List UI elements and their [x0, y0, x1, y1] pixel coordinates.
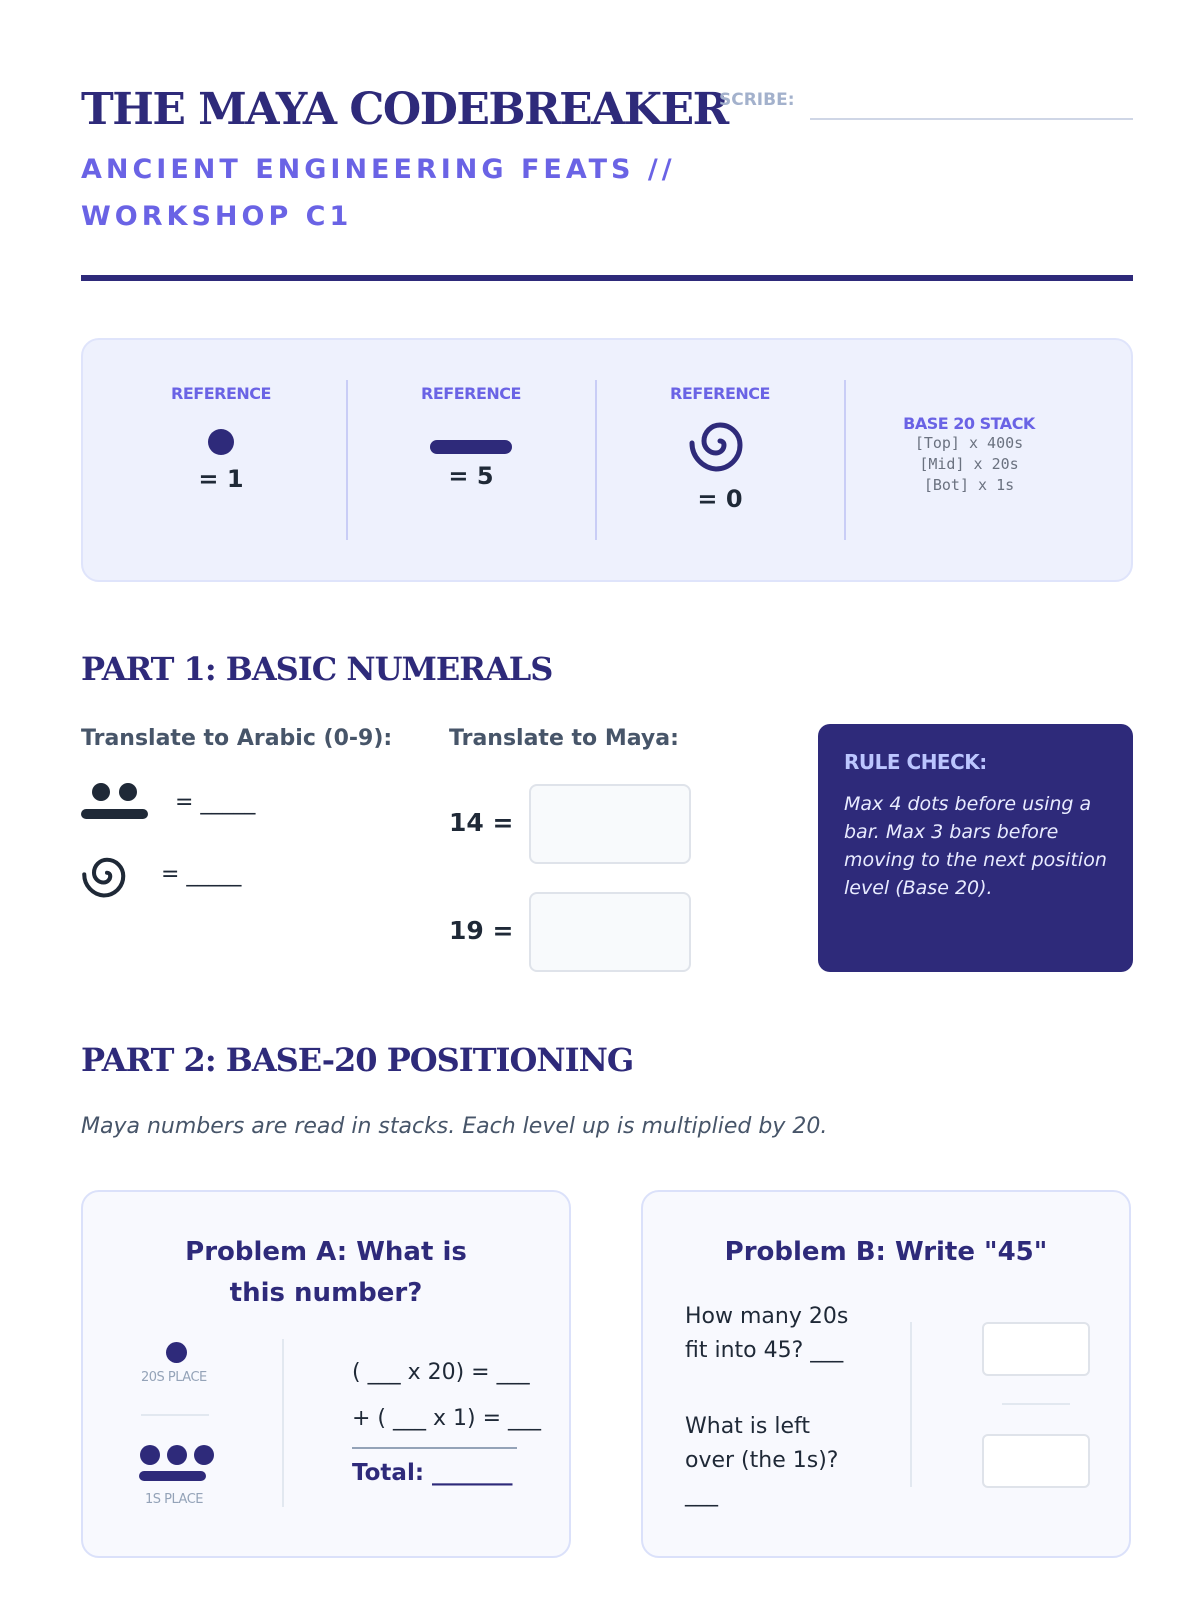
question-20s: How many 20s fit into 45? ___ — [685, 1304, 849, 1363]
arabic-label: Translate to Arabic (0-9): — [81, 726, 393, 751]
arabic-answer-blank[interactable]: = _____ — [175, 790, 256, 815]
part2-intro: Maya numbers are read in stacks. Each level up is multiplied by 20. — [81, 1114, 828, 1139]
three-dots-one-bar-glyph — [139, 1445, 215, 1485]
place-label: 1S PLACE — [145, 1492, 203, 1507]
page-subtitle: ANCIENT ENGINEERING FEATS // WORKSHOP C1 — [81, 154, 676, 232]
reference-value: = 0 — [697, 485, 743, 513]
stack-line: [Bot] x 1s — [923, 476, 1015, 494]
problem-a-divider — [282, 1339, 284, 1507]
maya-question: 19 = — [449, 916, 514, 945]
reference-one — [97, 380, 345, 540]
shell-icon — [81, 850, 133, 902]
arabic-answer-blank[interactable]: = _____ — [161, 862, 242, 887]
maya-question: 14 = — [449, 808, 514, 837]
rule-check-card — [818, 724, 1133, 972]
problem-b-divider — [910, 1322, 912, 1487]
problem-a-card — [81, 1190, 571, 1558]
rule-text: Max 4 dots before using a bar. Max 3 bars before moving to the next position level (Base 20). — [844, 793, 1107, 899]
question-1s: What is left over (the 1s)? ___ — [685, 1414, 839, 1507]
rule-title: RULE CHECK: — [844, 750, 987, 774]
reference-five — [347, 380, 595, 540]
20s-place-box[interactable] — [982, 1322, 1090, 1376]
maya-label: Translate to Maya: — [449, 726, 679, 751]
scribe-name-line[interactable] — [810, 118, 1133, 120]
stack-title: BASE 20 STACK — [903, 414, 1035, 433]
1s-place-box[interactable] — [982, 1434, 1090, 1488]
reference-value: = 5 — [448, 462, 494, 490]
work-line[interactable]: + ( ___ x 1) = ___ — [352, 1406, 542, 1431]
two-dots-one-bar-glyph — [81, 782, 149, 822]
place-divider — [1002, 1403, 1070, 1405]
reference-zero — [596, 380, 844, 540]
reference-label: REFERENCE — [421, 384, 521, 403]
scribe-label: SCRIBE: — [719, 90, 795, 110]
part2-title: PART 2: BASE-20 POSITIONING — [81, 1041, 634, 1079]
place-divider — [141, 1414, 209, 1416]
maya-answer-box[interactable] — [529, 784, 691, 864]
shell-icon — [688, 413, 752, 477]
base20-stack — [845, 414, 1093, 496]
maya-answer-box[interactable] — [529, 892, 691, 972]
problem-a-title: Problem A: What is this number? — [185, 1237, 467, 1308]
bar-icon — [430, 440, 512, 454]
stack-line: [Top] x 400s — [914, 434, 1024, 452]
header-divider — [81, 275, 1133, 281]
sum-rule — [352, 1447, 517, 1449]
reference-label: REFERENCE — [670, 384, 770, 403]
stack-line: [Mid] x 20s — [919, 455, 1019, 473]
problem-b-title: Problem B: Write "45" — [724, 1237, 1048, 1267]
problem-b-card — [641, 1190, 1131, 1558]
worksheet-page — [81, 0, 1133, 1600]
part1-title: PART 1: BASIC NUMERALS — [81, 650, 553, 688]
total-line[interactable]: Total: _______ — [352, 1460, 513, 1486]
reference-value: = 1 — [198, 465, 244, 493]
work-line[interactable]: ( ___ x 20) = ___ — [352, 1360, 530, 1385]
dot-icon — [166, 1342, 187, 1363]
page-title: THE MAYA CODEBREAKER — [81, 84, 728, 135]
place-label: 20S PLACE — [141, 1370, 207, 1385]
reference-panel — [81, 338, 1133, 582]
reference-label: REFERENCE — [171, 384, 271, 403]
dot-icon — [208, 429, 234, 455]
